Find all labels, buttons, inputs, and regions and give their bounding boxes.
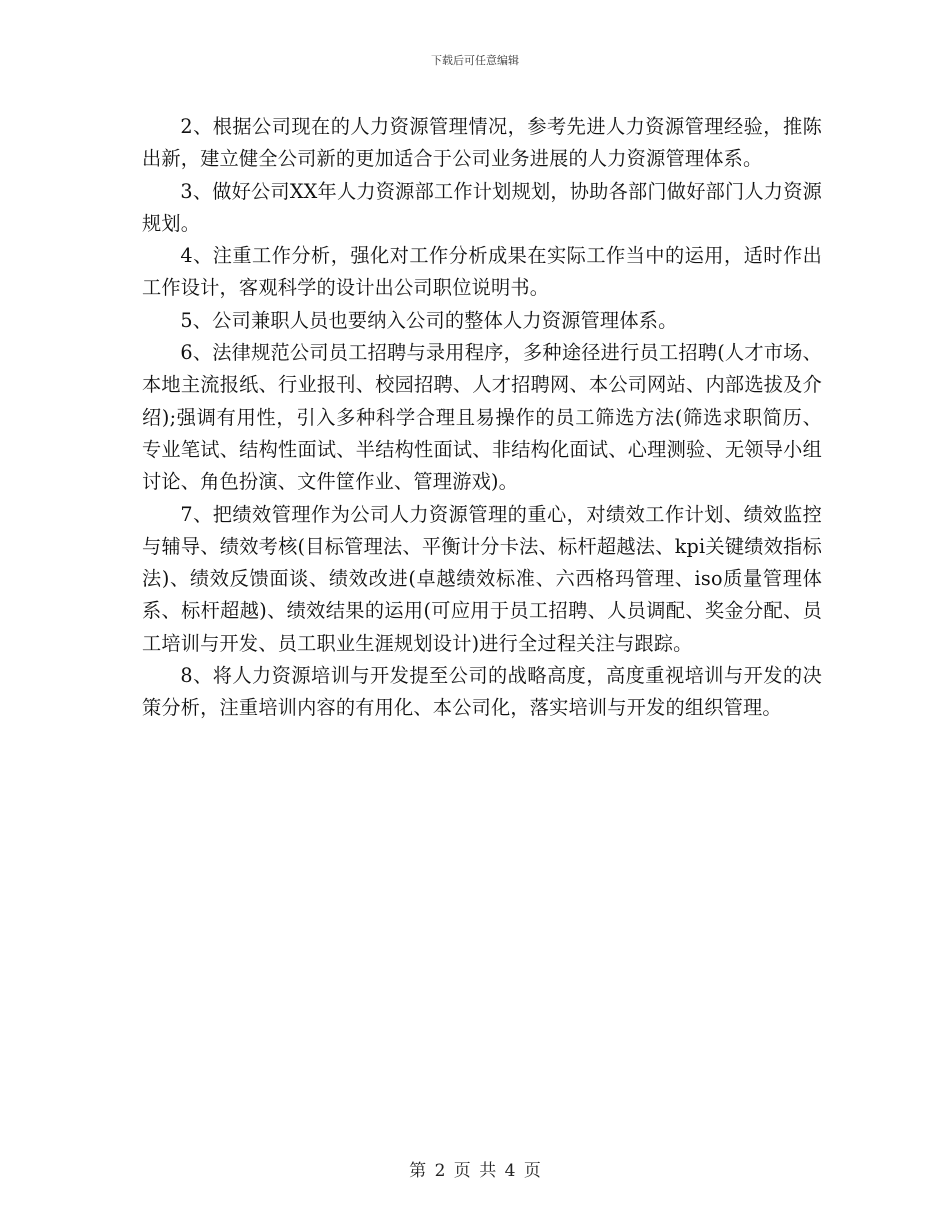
paragraph-7: 7、把绩效管理作为公司人力资源管理的重心，对绩效工作计划、绩效监控与辅导、绩效考核(目标管理法、平衡计分卡法、标杆超越法、kpi关键绩效指标法)、绩效反馈面谈、绩效改进(卓越绩效标准、六西格玛管理、iso质量管理体系、标杆超越)、绩效结果的运用(可应用于员工招聘、人员调配、奖金分配、员工培训与开发、员工职业生涯规划设计)进行全过程关注与跟踪。 bbox=[142, 502, 822, 655]
paragraph-8: 8、将人力资源培训与开发提至公司的战略高度，高度重视培训与开发的决策分析，注重培训内容的有用化、本公司化，落实培训与开发的组织管理。 bbox=[142, 664, 822, 720]
paragraph-6: 6、法律规范公司员工招聘与录用程序，多种途径进行员工招聘(人才市场、本地主流报纸、行业报刊、校园招聘、人才招聘网、本公司网站、内部选拔及介绍);强调有用性，引入多种科学合理且易操作的员工筛选方法(筛选求职简历、专业笔试、结构性面试、半结构性面试、非结构化面试、心理测验、无领导小组讨论、角色扮演、文件筐作业、管理游戏)。 bbox=[142, 341, 822, 494]
page-header: 下载后可任意编辑 bbox=[431, 54, 519, 67]
paragraph-5: 5、公司兼职人员也要纳入公司的整体人力资源管理体系。 bbox=[180, 308, 678, 332]
page-number-footer: 第 2 页 共 4 页 bbox=[409, 1161, 541, 1181]
paragraph-2: 2、根据公司现在的人力资源管理情况，参考先进人力资源管理经验，推陈出新，建立健全公司新的更加适合于公司业务进展的人力资源管理体系。 bbox=[142, 115, 822, 171]
document-body bbox=[142, 111, 822, 725]
paragraph-4: 4、注重工作分析，强化对工作分析成果在实际工作当中的运用，适时作出工作设计，客观科学的设计出公司职位说明书。 bbox=[142, 244, 822, 300]
paragraph-3: 3、做好公司XX年人力资源部工作计划规划，协助各部门做好部门人力资源规划。 bbox=[142, 179, 822, 235]
